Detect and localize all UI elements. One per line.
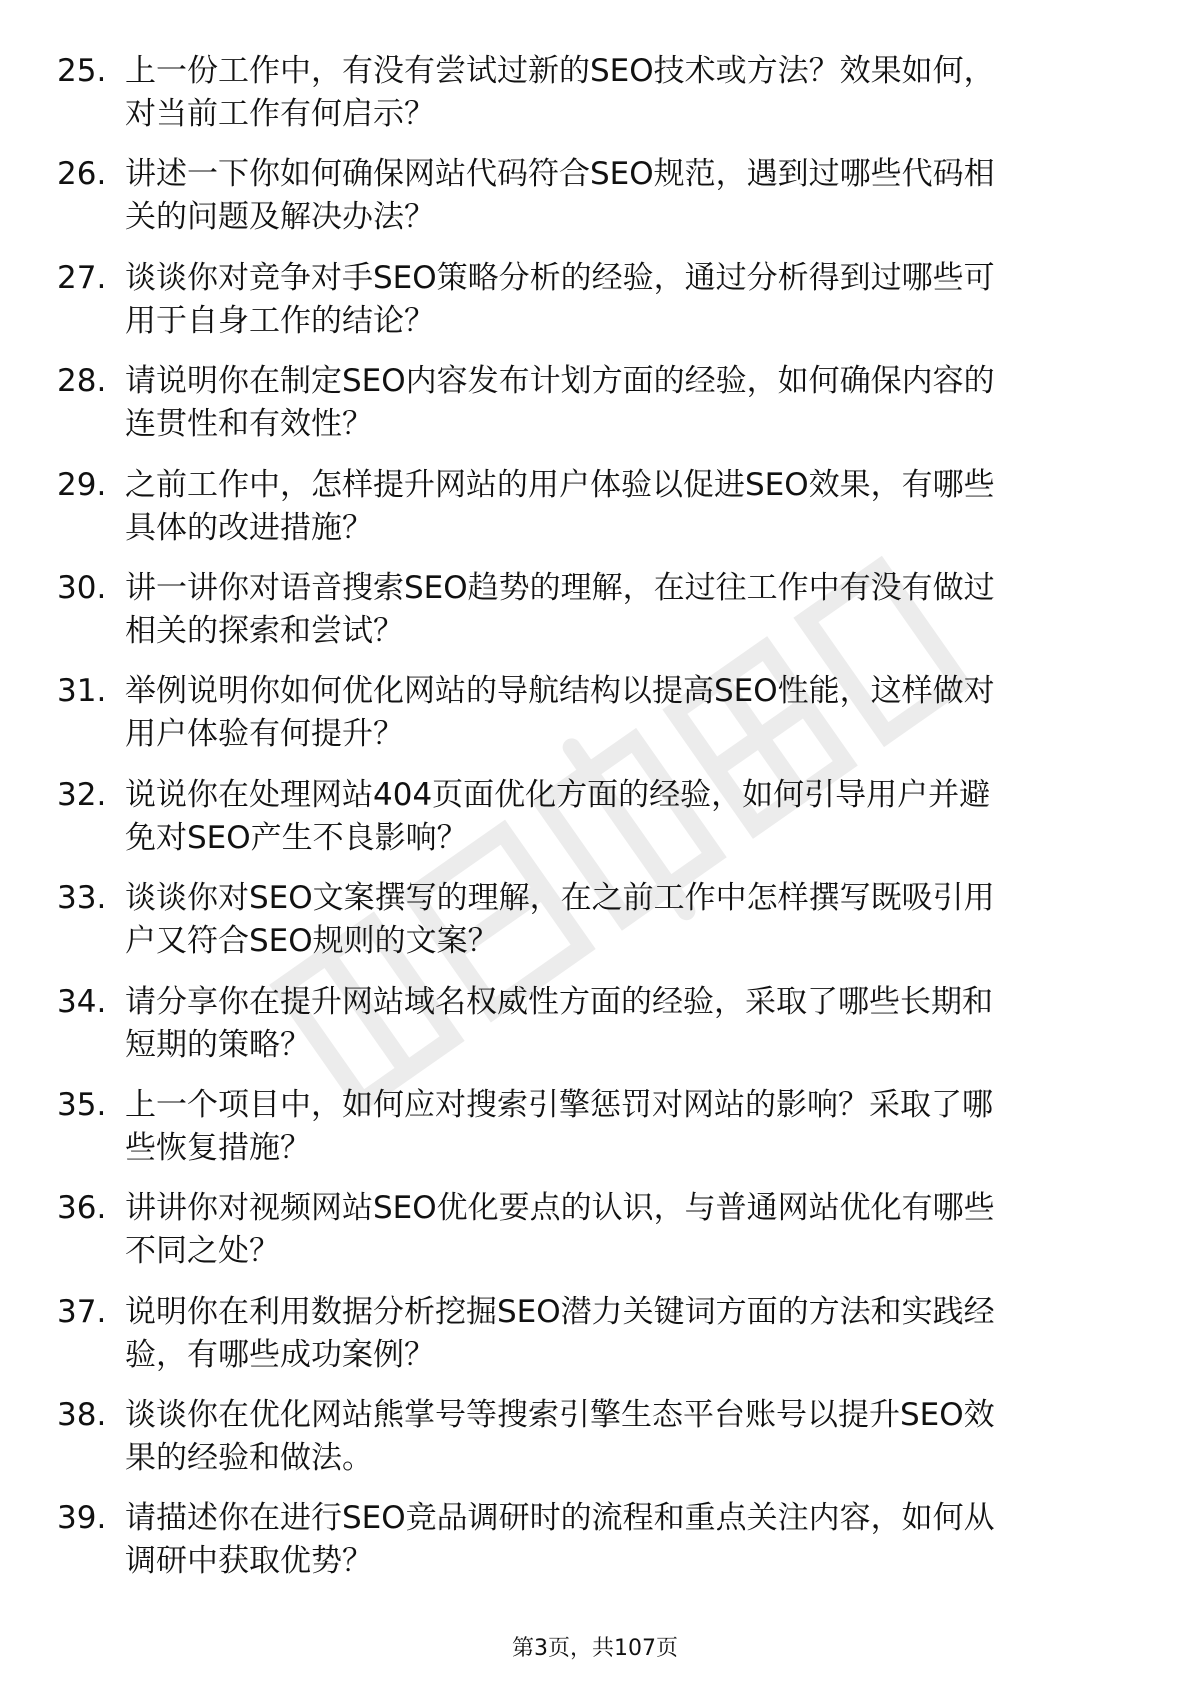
- question-number: 39.: [57, 1500, 107, 1537]
- question-text: [125, 877, 1115, 963]
- question-text-line: 请说明你在制定SEO内容发布计划方面的经验，如何确保内容的: [125, 363, 995, 400]
- question-text-line: 短期的策略？: [125, 1026, 311, 1063]
- question-text-line: 用户体验有何提升？: [125, 716, 404, 753]
- question-text: [125, 567, 1115, 653]
- question-text: [125, 257, 1115, 343]
- question-item: [0, 257, 1190, 360]
- question-text-line: 相关的探索和尝试？: [125, 612, 404, 649]
- question-item: [0, 774, 1190, 877]
- question-number: 27.: [57, 259, 107, 296]
- question-item: [0, 464, 1190, 567]
- question-item: [0, 1394, 1190, 1497]
- question-text-line: 谈谈你对SEO文案撰写的理解，在之前工作中怎样撰写既吸引用: [125, 880, 995, 917]
- question-number: 25.: [57, 53, 107, 89]
- question-number: 31.: [57, 673, 107, 710]
- question-number: 38.: [57, 1397, 107, 1434]
- question-text-line: 请描述你在进行SEO竞品调研时的流程和重点关注内容，如何从: [125, 1500, 995, 1537]
- question-item: [0, 50, 1190, 153]
- question-text: [125, 981, 1115, 1067]
- question-item: [0, 567, 1190, 670]
- question-text-line: 免对SEO产生不良影响？: [125, 819, 468, 856]
- question-number: 26.: [57, 156, 107, 193]
- question-text: [125, 464, 1115, 550]
- question-item: [0, 670, 1190, 773]
- question-number: 37.: [57, 1293, 107, 1330]
- question-text-line: 谈谈你对竞争对手SEO策略分析的经验，通过分析得到过哪些可: [125, 259, 995, 296]
- question-text-line: 上一份工作中，有没有尝试过新的SEO技术或方法？效果如何，: [125, 53, 995, 89]
- question-text-line: 上一个项目中，如何应对搜索引擎惩罚对网站的影响？采取了哪: [125, 1086, 993, 1123]
- question-number: 34.: [57, 983, 107, 1020]
- question-text-line: 关的问题及解决办法？: [125, 199, 435, 236]
- question-text: [125, 153, 1115, 239]
- question-text-line: 谈谈你在优化网站熊掌号等搜索引擎生态平台账号以提升SEO效: [125, 1397, 995, 1434]
- question-text: [125, 670, 1115, 756]
- question-text-line: 调研中获取优势？: [125, 1543, 373, 1580]
- question-text-line: 讲述一下你如何确保网站代码符合SEO规范，遇到过哪些代码相: [125, 156, 995, 193]
- page-number: 第3页，共107页: [512, 1636, 678, 1661]
- question-item: [0, 981, 1190, 1084]
- question-item: [0, 153, 1190, 256]
- question-number: 28.: [57, 363, 107, 400]
- question-number: 32.: [57, 776, 107, 813]
- question-text: [125, 50, 1115, 136]
- question-text-line: 验，有哪些成功案例？: [125, 1336, 435, 1373]
- question-text-line: 说明你在利用数据分析挖掘SEO潜力关键词方面的方法和实践经: [125, 1293, 995, 1330]
- question-text-line: 连贯性和有效性？: [125, 406, 373, 443]
- question-text-line: 些恢复措施？: [125, 1129, 311, 1166]
- question-number: 29.: [57, 466, 107, 503]
- question-text-line: 不同之处？: [125, 1233, 280, 1270]
- question-text: [125, 774, 1115, 860]
- question-number: 30.: [57, 569, 107, 606]
- question-text: [125, 1291, 1115, 1377]
- question-text-line: 讲讲你对视频网站SEO优化要点的认识，与普通网站优化有哪些: [125, 1190, 995, 1227]
- question-item: [0, 360, 1190, 463]
- question-text-line: 讲一讲你对语音搜索SEO趋势的理解，在过往工作中有没有做过: [125, 569, 995, 606]
- question-text: [125, 1394, 1115, 1480]
- question-text-line: 举例说明你如何优化网站的导航结构以提高SEO性能，这样做对: [125, 673, 995, 710]
- question-number: 33.: [57, 880, 107, 917]
- question-text-line: 用于自身工作的结论？: [125, 302, 435, 339]
- question-text-line: 之前工作中，怎样提升网站的用户体验以促进SEO效果，有哪些: [125, 466, 995, 503]
- question-item: [0, 877, 1190, 980]
- question-item: [0, 1291, 1190, 1394]
- question-text: [125, 1187, 1115, 1273]
- question-list: [0, 50, 1190, 1601]
- question-text-line: 果的经验和做法。: [125, 1440, 373, 1477]
- question-text-line: 对当前工作有何启示？: [125, 96, 435, 132]
- question-item: [0, 1084, 1190, 1187]
- question-text-line: 说说你在处理网站404页面优化方面的经验，如何引导用户并避: [125, 776, 991, 813]
- question-text-line: 具体的改进措施？: [125, 509, 373, 546]
- question-number: 36.: [57, 1190, 107, 1227]
- question-text-line: 户又符合SEO规则的文案？: [125, 923, 499, 960]
- question-text: [125, 1497, 1115, 1583]
- question-item: [0, 1497, 1190, 1600]
- question-text-line: 请分享你在提升网站域名权威性方面的经验，采取了哪些长期和: [125, 983, 993, 1020]
- question-number: 35.: [57, 1086, 107, 1123]
- question-text: [125, 360, 1115, 446]
- question-text: [125, 1084, 1115, 1170]
- question-item: [0, 1187, 1190, 1290]
